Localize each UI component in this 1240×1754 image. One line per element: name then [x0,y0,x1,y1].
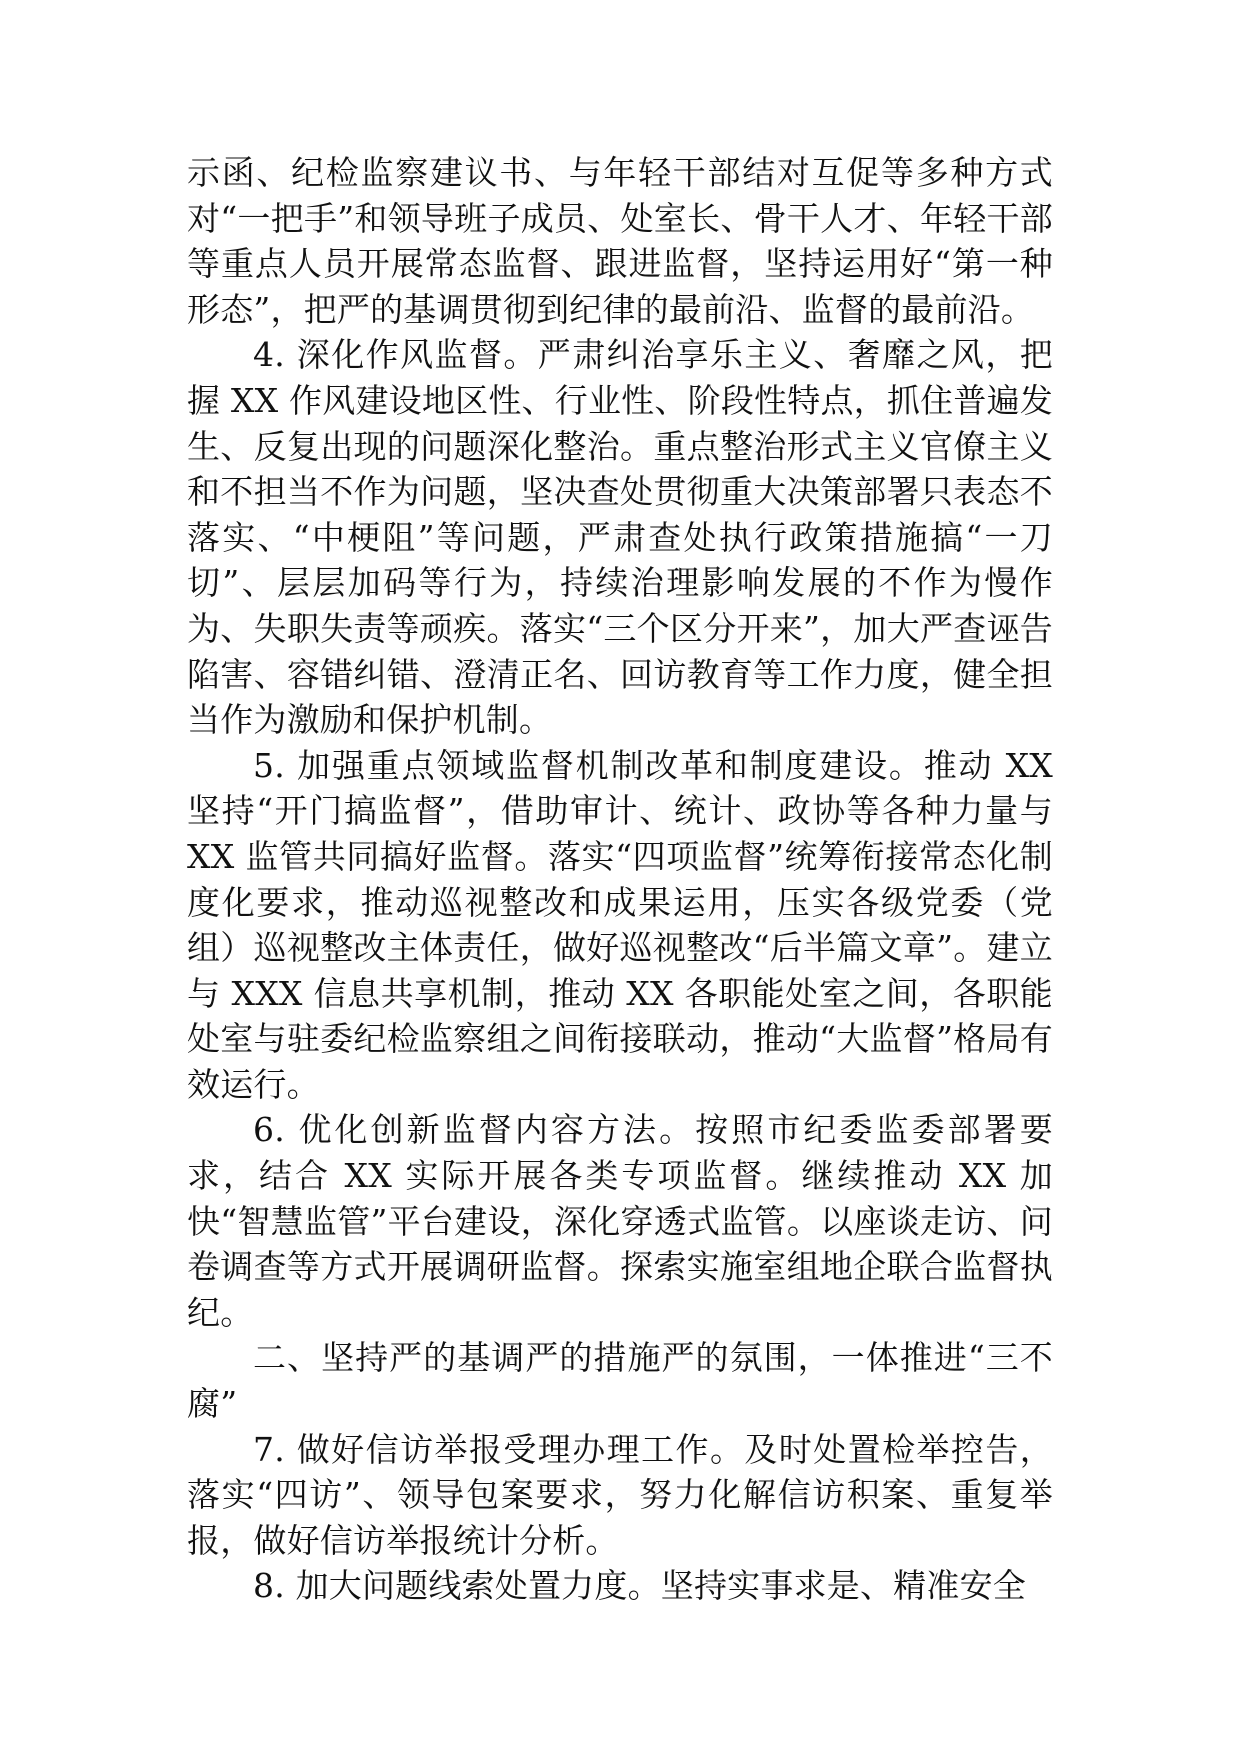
section-heading-2: 二、坚持严的基调严的措施严的氛围，一体推进“三不腐” [187,1338,1053,1424]
paragraph-item-6: 6. 优化创新监督内容方法。按照市纪委监委部署要求，结合 XX 实际开展各类专项监督。继续推动 XX 加快“智慧监管”平台建设，深化穿透式监管。以座谈走访、问卷调查等方式开展调研监督。探索实施室组地企联合监督执纪。 [187,1110,1053,1332]
document-body [187,150,1053,1609]
paragraph-item-7: 7. 做好信访举报受理办理工作。及时处置检举控告，落实“四访”、领导包案要求，努力化解信访积案、重复举报，做好信访举报统计分析。 [187,1429,1053,1560]
paragraph-item-8: 8. 加大问题线索处置力度。坚持实事求是、精准安全 [253,1566,1026,1606]
paragraph-continuation: 示函、纪检监察建议书、与年轻干部结对互促等多种方式对“一把手”和领导班子成员、处室长、骨干人才、年轻干部等重点人员开展常态监督、跟进监督，坚持运用好“第一种形态”，把严的基调贯彻到纪律的最前沿、监督的最前沿。 [187,153,1053,329]
paragraph-item-5: 5. 加强重点领域监督机制改革和制度建设。推动 XX 坚持“开门搞监督”，借助审计、统计、政协等各种力量与 XX 监管共同搞好监督。落实“四项监督”统筹衔接常态化制度化要求，推动巡视整改和成果运用，压实各级党委（党组）巡视整改主体责任，做好巡视整改“后半篇文章”。建立与 XXX 信息共享机制，推动 XX 各职能处室之间，各职能处室与驻委纪检监察组之间衔接联动，推动“大监督”格局有效运行。 [187,745,1053,1104]
paragraph-item-4: 4. 深化作风监督。严肃纠治享乐主义、奢靡之风，把握 XX 作风建设地区性、行业性、阶段性特点，抓住普遍发生、反复出现的问题深化整治。重点整治形式主义官僚主义和不担当不作为问题，坚决查处贯彻重大决策部署只表态不落实、“中梗阻”等问题，严肃查处执行政策措施搞“一刀切”、层层加码等行为，持续治理影响发展的不作为慢作为、失职失责等顽疾。落实“三个区分开来”，加大严查诬告陷害、容错纠错、澄清正名、回访教育等工作力度，健全担当作为激励和保护机制。 [187,335,1053,740]
